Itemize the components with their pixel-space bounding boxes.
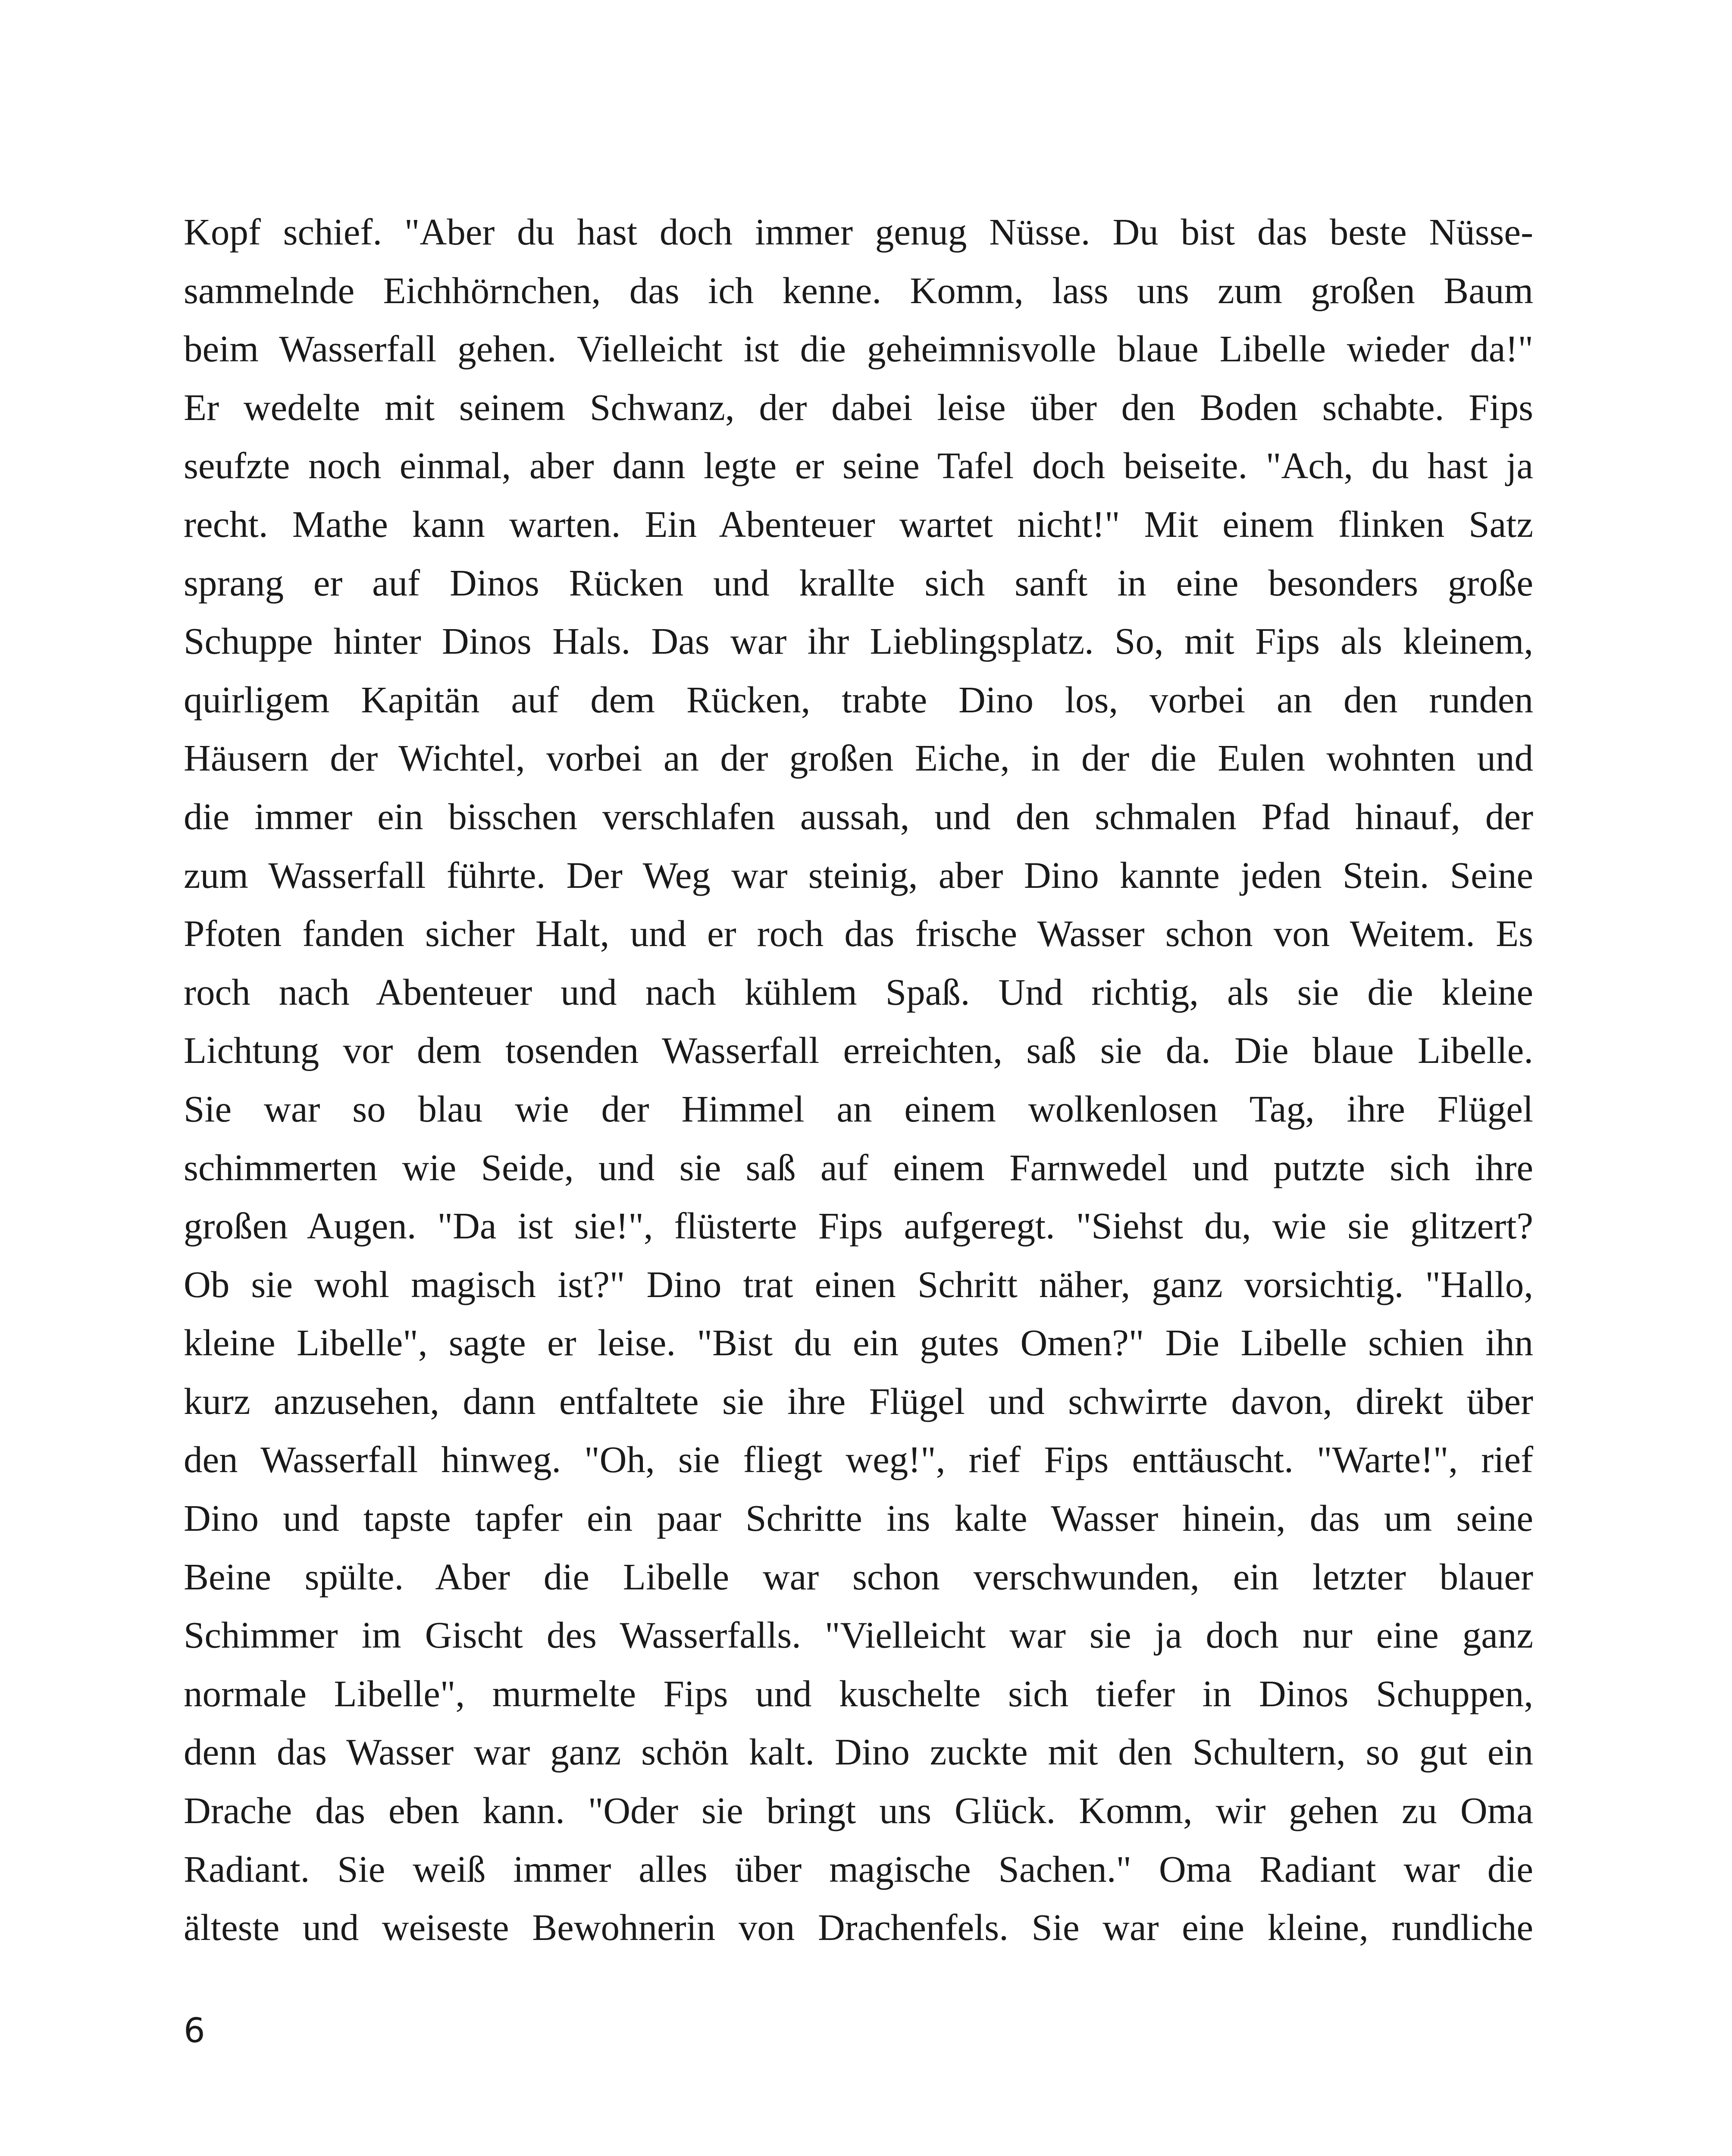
text-line: sammelnde Eichhörnchen, das ich kenne. Komm, lass uns zum großen Baum bbox=[184, 269, 1533, 311]
page-number: 6 bbox=[184, 2012, 205, 2050]
text-line: schimmerten wie Seide, und sie saß auf einem Farnwedel und putzte sich ihre bbox=[184, 1146, 1533, 1188]
text-line: sprang er auf Dinos Rücken und krallte sich sanft in eine besonders große bbox=[184, 561, 1533, 604]
text-line: die immer ein bisschen verschlafen aussah, und den schmalen Pfad hinauf, der bbox=[184, 795, 1533, 837]
body-paragraph bbox=[184, 203, 1533, 1957]
text-line: recht. Mathe kann warten. Ein Abenteuer wartet nicht!" Mit einem flinken Satz bbox=[184, 503, 1533, 545]
text-line: zum Wasserfall führte. Der Weg war steinig, aber Dino kannte jeden Stein. Seine bbox=[184, 854, 1533, 896]
text-line: Drache das eben kann. "Oder sie bringt uns Glück. Komm, wir gehen zu Oma bbox=[184, 1789, 1533, 1832]
text-line: normale Libelle", murmelte Fips und kuschelte sich tiefer in Dinos Schuppen, bbox=[184, 1672, 1533, 1714]
text-line: großen Augen. "Da ist sie!", flüsterte Fips aufgeregt. "Siehst du, wie sie glitzert? bbox=[184, 1205, 1533, 1247]
text-line: Kopf schief. "Aber du hast doch immer genug Nüsse. Du bist das beste Nüsse- bbox=[184, 211, 1533, 253]
text-line: Häusern der Wichtel, vorbei an der großen Eiche, in der die Eulen wohnten und bbox=[184, 737, 1533, 779]
text-line: beim Wasserfall gehen. Vielleicht ist die geheimnisvolle blaue Libelle wieder da!" bbox=[184, 328, 1533, 370]
text-line: Schuppe hinter Dinos Hals. Das war ihr Lieblingsplatz. So, mit Fips als kleinem, bbox=[184, 620, 1533, 662]
text-line: Dino und tapste tapfer ein paar Schritte ins kalte Wasser hinein, das um seine bbox=[184, 1497, 1533, 1539]
text-line: Beine spülte. Aber die Libelle war schon verschwunden, ein letzter blauer bbox=[184, 1555, 1533, 1598]
text-line: Radiant. Sie weiß immer alles über magische Sachen." Oma Radiant war die bbox=[184, 1848, 1533, 1890]
text-line: quirligem Kapitän auf dem Rücken, trabte Dino los, vorbei an den runden bbox=[184, 678, 1533, 721]
text-line: den Wasserfall hinweg. "Oh, sie fliegt weg!", rief Fips enttäuscht. "Warte!", rief bbox=[184, 1438, 1533, 1481]
text-line: Schimmer im Gischt des Wasserfalls. "Vielleicht war sie ja doch nur eine ganz bbox=[184, 1614, 1533, 1656]
text-line: Lichtung vor dem tosenden Wasserfall erreichten, saß sie da. Die blaue Libelle. bbox=[184, 1029, 1533, 1072]
text-line: Er wedelte mit seinem Schwanz, der dabei leise über den Boden schabte. Fips bbox=[184, 386, 1533, 428]
text-line: seufzte noch einmal, aber dann legte er seine Tafel doch beiseite. "Ach, du hast ja bbox=[184, 445, 1533, 487]
text-line: kurz anzusehen, dann entfaltete sie ihre Flügel und schwirrte davon, direkt über bbox=[184, 1380, 1533, 1422]
text-line: Ob sie wohl magisch ist?" Dino trat einen Schritt näher, ganz vorsichtig. "Hallo, bbox=[184, 1263, 1533, 1305]
text-line: Sie war so blau wie der Himmel an einem wolkenlosen Tag, ihre Flügel bbox=[184, 1087, 1533, 1130]
text-line: älteste und weiseste Bewohnerin von Drachenfels. Sie war eine kleine, rundliche bbox=[184, 1906, 1533, 1949]
text-line: denn das Wasser war ganz schön kalt. Dino zuckte mit den Schultern, so gut ein bbox=[184, 1731, 1533, 1773]
text-line: Pfoten fanden sicher Halt, und er roch das frische Wasser schon von Weitem. Es bbox=[184, 912, 1533, 955]
text-line: kleine Libelle", sagte er leise. "Bist du ein gutes Omen?" Die Libelle schien ihn bbox=[184, 1322, 1533, 1364]
text-line: roch nach Abenteuer und nach kühlem Spaß. Und richtig, als sie die kleine bbox=[184, 971, 1533, 1013]
